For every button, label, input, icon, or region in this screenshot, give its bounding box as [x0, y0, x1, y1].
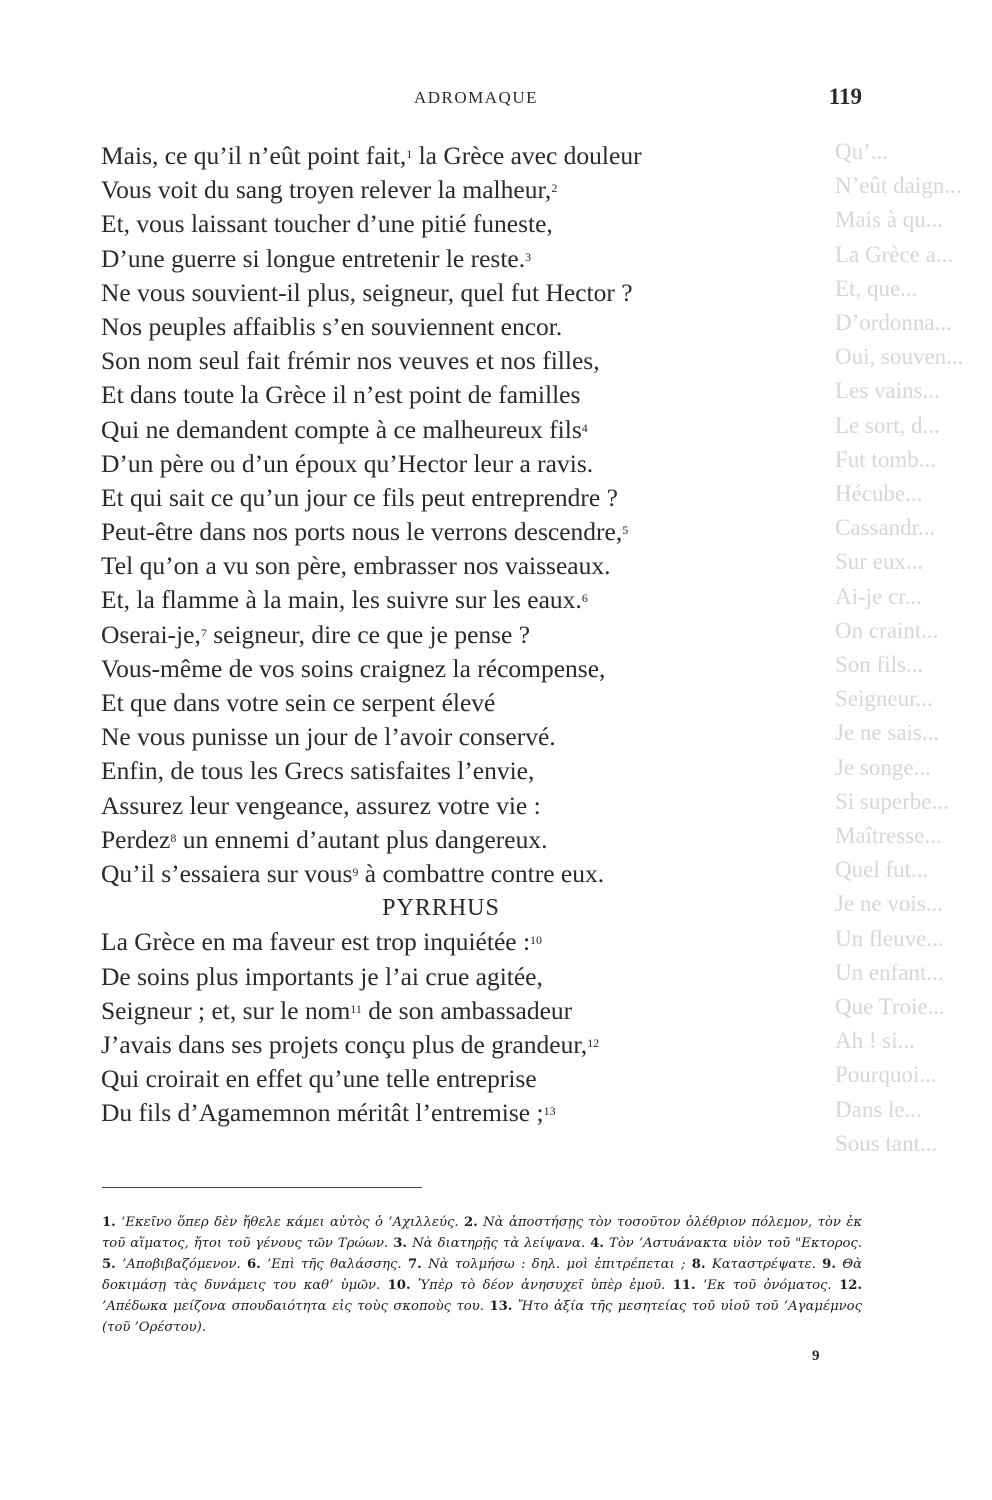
- verse-text: Vous voit du sang troyen relever la malheur,: [101, 175, 552, 205]
- verse-line: [101, 310, 861, 344]
- verse-text: J’avais dans ses projets conçu plus de grandeur,: [101, 1029, 588, 1059]
- footnote-number: 3.: [393, 1236, 408, 1251]
- footnote-text: Νὰ ἀποστήσῃς τὸν τοσοῦτον ὀλέθριον πόλεμον, τὸν ἐκ τοῦ αἵματος, ἤτοι τοῦ γένους τῶν Τρώων.: [102, 1215, 862, 1251]
- footnote-text: ’Επὶ τῆς θαλάσσης.: [260, 1257, 408, 1272]
- verse-text: Qui croirait en effet qu’une telle entreprise: [101, 1064, 537, 1094]
- bleed-through-line: Dans le...: [835, 1096, 922, 1122]
- verse-line: [101, 925, 861, 959]
- verse-text: Qu’il s’essaiera sur vous: [101, 858, 353, 888]
- verse-line: [101, 686, 861, 720]
- verse-line: [101, 583, 861, 617]
- bleed-through-line: Sous tant...: [835, 1130, 938, 1156]
- signature-mark: 9: [812, 1348, 820, 1364]
- bleed-through-line: Le sort, d...: [835, 412, 940, 438]
- bleed-through-line: Ai-je cr...: [835, 583, 922, 609]
- footnote-number: 1.: [102, 1215, 116, 1230]
- bleed-through-line: Quel fut...: [835, 857, 929, 883]
- footnote-marker: 12: [587, 1035, 600, 1050]
- bleed-through-line: Je songe...: [835, 754, 931, 780]
- bleed-through-line: D’ordonna...: [835, 310, 952, 336]
- verse-text: Mais, ce qu’il n’eût point fait,: [101, 141, 407, 170]
- speaker-name: PYRRHUS: [382, 895, 500, 922]
- verse-line: [101, 481, 861, 515]
- verse-text: Et que dans votre sein ce serpent élevé: [101, 688, 496, 717]
- verse-line: [101, 823, 861, 857]
- verse-text: Du fils d’Agamemnon méritât l’entremise ;: [101, 1098, 544, 1128]
- bleed-through-line: Les vains...: [835, 378, 940, 404]
- verse-line: [101, 378, 861, 412]
- verse-text: D’un père ou d’un époux qu’Hector leur a ravis.: [101, 448, 594, 478]
- verse-line: [101, 276, 861, 310]
- verse-line: [101, 994, 861, 1028]
- verse-line: [101, 960, 861, 994]
- footnote-marker: 6: [581, 591, 588, 606]
- verse-line: [101, 242, 861, 276]
- footnote-text: ’Απέδωκα μείζονα σπουδαιότητα εἰς τοὺς σκοποὺς του.: [102, 1299, 490, 1314]
- footnote-marker: 10: [530, 933, 543, 948]
- verse-text: D’une guerre si longue entretenir le reste.: [101, 243, 526, 273]
- page-header: [102, 84, 862, 112]
- verse-line: [101, 207, 861, 241]
- verse-text: Et, vous laissant toucher d’une pitié funeste,: [101, 209, 553, 239]
- footnote-text: ’Αποβιβαζόμενον.: [115, 1257, 247, 1272]
- footnote-marker: 8: [170, 830, 177, 845]
- bleed-through-line: Pourquoi...: [835, 1062, 937, 1088]
- verse-line: [101, 1096, 861, 1130]
- footnote-marker: 13: [543, 1104, 556, 1119]
- bleed-through-line: Sur eux...: [835, 549, 924, 575]
- verse-text: Nos peuples affaiblis s’en souviennent encor.: [101, 311, 563, 341]
- footnote-marker: 3: [525, 249, 532, 264]
- bleed-through-line: N’eût daign...: [835, 173, 962, 199]
- footnote-number: 11.: [672, 1278, 696, 1293]
- bleed-through-line: Si superbe...: [835, 788, 949, 814]
- footnote-text: ’Εκεῖνο ὅπερ δὲν ἤθελε κάμει αὐτὸς ὁ ’Αχιλλεύς.: [115, 1215, 464, 1230]
- verse-line: [101, 618, 861, 652]
- verse-text: Peut-être dans nos ports nous le verrons descendre,: [101, 517, 623, 547]
- running-title: ADROMAQUE: [414, 88, 538, 107]
- verse-text: Et qui sait ce qu’un jour ce fils peut entreprendre ?: [101, 482, 618, 512]
- verse-line: [101, 447, 861, 481]
- bleed-through-line: Cassandr...: [835, 515, 936, 541]
- footnote-text: Καταστρέψατε.: [705, 1257, 823, 1272]
- footnote-marker: 11: [350, 1001, 362, 1016]
- bleed-through-line: Fut tomb...: [835, 446, 936, 472]
- verse-line: [101, 344, 861, 378]
- verse-text: De soins plus importants je l’ai crue agitée,: [101, 961, 543, 991]
- verse-line: [101, 139, 861, 173]
- footnote-text: Νὰ τολμήσω : δηλ. μοὶ ἐπιτρέπεται ;: [421, 1257, 692, 1272]
- verse-text: Ne vous punisse un jour de l’avoir conservé.: [101, 722, 556, 752]
- verse-line: [101, 515, 861, 549]
- page-number: 119: [828, 84, 862, 109]
- footnote-text: Τὸν ’Αστυάνακτα υἱὸν τοῦ "Εκτορος.: [603, 1236, 862, 1251]
- footnote-marker: 1: [406, 147, 413, 161]
- footnote-number: 10.: [387, 1278, 411, 1293]
- verse-text: Qui ne demandent compte à ce malheureux fils: [101, 414, 582, 444]
- verse-line: [101, 857, 861, 891]
- bleed-through-line: Son fils...: [835, 652, 924, 678]
- verse-line: [101, 720, 861, 754]
- verse-block: [101, 139, 861, 1130]
- verse-text-continued: la Grèce avec douleur: [412, 141, 642, 170]
- footnote-marker: 5: [622, 523, 629, 538]
- verse-line: [101, 1028, 861, 1062]
- footnote-text: ’Εκ τοῦ ὀνόματος.: [695, 1278, 840, 1293]
- bleed-through-line: Que Troie...: [835, 994, 945, 1020]
- verse-text: Enfin, de tous les Grecs satisfaites l’envie,: [101, 756, 535, 786]
- bleed-through-line: Je ne vois...: [835, 891, 943, 917]
- verse-text: Assurez leur vengeance, assurez votre vie :: [101, 790, 541, 820]
- verse-line: [101, 173, 861, 207]
- verse-text: Seigneur ; et, sur le nom: [101, 995, 351, 1025]
- footnote-text: Θὰ δοκιμάσῃ τὰς δυνάμεις του καθ’ ὑμῶν.: [102, 1257, 862, 1293]
- verse-line: [101, 549, 861, 583]
- verse-text: Perdez: [101, 824, 171, 854]
- footnote-paragraph: [102, 1212, 862, 1338]
- footnote-text: Νὰ διατηρῇς τὰ λείψανα.: [407, 1236, 591, 1251]
- verse-text-continued: seigneur, dire ce que je pense ?: [206, 619, 531, 649]
- verse-text-continued: à combattre contre eux.: [358, 858, 605, 888]
- footnote-number: 2.: [463, 1215, 478, 1230]
- footnote-number: 4.: [590, 1236, 604, 1251]
- bleed-through-line: Maîtresse...: [835, 823, 942, 849]
- footnote-marker: 7: [200, 625, 207, 640]
- footnote-number: 6.: [247, 1257, 261, 1272]
- footnote-marker: 4: [581, 420, 588, 435]
- footnote-number: 8.: [691, 1257, 706, 1272]
- verse-line: [101, 789, 861, 823]
- bleed-through-line: Seigneur...: [835, 686, 933, 712]
- footnote-text: Ἤτο ἀξία τῆς μεσητείας τοῦ υἱοῦ τοῦ ’Αγαμέμνος (τοῦ ’Ορέστου).: [102, 1299, 862, 1335]
- bleed-through-line: Hécube...: [835, 481, 923, 507]
- verse-text: Vous-même de vos soins craignez la récompense,: [101, 653, 606, 683]
- footnotes: [102, 1212, 862, 1338]
- verse-line: [101, 413, 861, 447]
- bleed-through-line: Et, que...: [835, 275, 918, 301]
- footnote-number: 7.: [407, 1257, 422, 1272]
- verse-text: Son nom seul fait frémir nos veuves et nos filles,: [101, 346, 600, 376]
- verse-text: Tel qu’on a vu son père, embrasser nos vaisseaux.: [101, 551, 611, 581]
- footnote-number: 5.: [102, 1257, 116, 1272]
- bleed-through-line: On craint...: [835, 617, 939, 643]
- bleed-through-line: Je ne sais...: [835, 720, 940, 746]
- footnote-number: 12.: [839, 1278, 863, 1293]
- footnote-number: 9.: [822, 1257, 836, 1272]
- verse-text: Et dans toute la Grèce il n’est point de familles: [101, 380, 581, 410]
- bleed-through-line: Oui, souven...: [835, 344, 964, 370]
- verse-line: [101, 1062, 861, 1096]
- verse-line: [101, 754, 861, 788]
- verse-text-continued: un ennemi d’autant plus dangereux.: [176, 824, 548, 854]
- verse-text: Ne vous souvient-il plus, seigneur, quel fut Hector ?: [101, 277, 633, 307]
- bleed-through-line: La Grèce a...: [835, 241, 954, 267]
- verse-text: Oserai-je,: [101, 619, 201, 649]
- verse-text: La Grèce en ma faveur est trop inquiétée :: [101, 927, 531, 957]
- footnote-number: 13.: [489, 1299, 513, 1314]
- footnote-rule: [102, 1187, 422, 1188]
- bleed-through-line: Mais à qu...: [835, 207, 943, 233]
- footnote-marker: 2: [551, 181, 558, 196]
- bleed-through-line: Qu’...: [835, 139, 889, 164]
- footnote-marker: 9: [352, 864, 359, 879]
- bleed-through-line: Ah ! si...: [835, 1028, 915, 1054]
- verse-text-continued: de son ambassadeur: [361, 995, 573, 1025]
- verse-line: [101, 652, 861, 686]
- verse-text: Et, la flamme à la main, les suivre sur les eaux.: [101, 585, 582, 615]
- footnote-text: Ὑπὲρ τὸ δέον ἀνησυχεῖ ὑπὲρ ἐμοῦ.: [410, 1278, 673, 1293]
- bleed-through-line: Un enfant...: [835, 959, 944, 985]
- bleed-through-line: Un fleuve...: [835, 925, 944, 951]
